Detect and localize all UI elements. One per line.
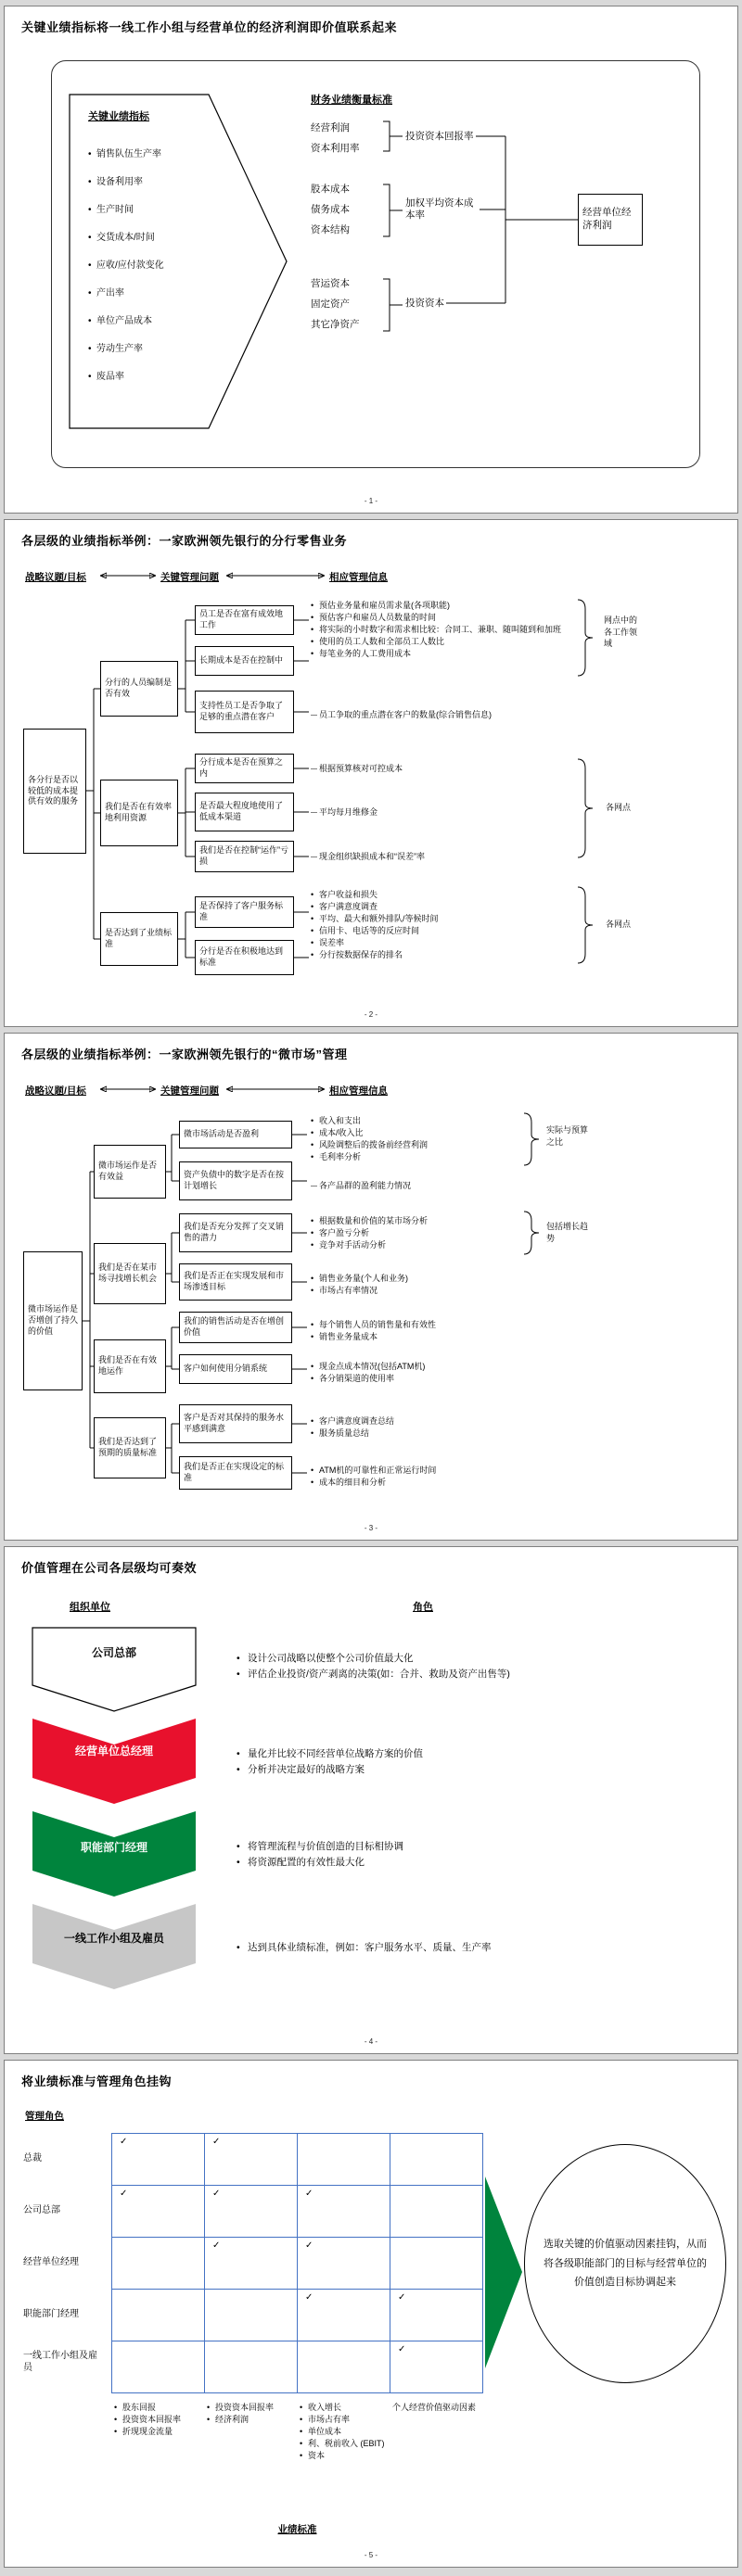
level3-box: 微市场活动是否盈利 xyxy=(179,1121,292,1148)
info-item: • 销售业务量(个人和业务) xyxy=(311,1273,519,1285)
footnote-item: • 市场占有率 xyxy=(300,2414,389,2426)
info-group-sales-effectiveness xyxy=(311,1319,519,1343)
footnote-col-4 xyxy=(392,2402,481,2414)
slide-3 xyxy=(4,1033,738,1541)
info-group-staffing xyxy=(311,600,572,660)
role-item: • 量化并比较不同经营单位战略方案的价值 xyxy=(237,1746,714,1762)
info-item: • 根据数量和价值的某市场分析 xyxy=(311,1215,519,1227)
matrix-cell-checked: ✓ xyxy=(298,2186,390,2238)
brace-label: 各网点 xyxy=(606,920,632,929)
org-level-corporate: 公司总部 xyxy=(91,1646,136,1659)
info-item: • 预估客户和雇员人员数量的时间 xyxy=(311,612,572,624)
info-item: • 销售业务量成本 xyxy=(311,1331,519,1343)
page-number: - 3 - xyxy=(364,1524,378,1532)
info-group-profitability xyxy=(311,1115,519,1163)
finance-group-2 xyxy=(311,179,350,240)
info-item: • 客户收益和损失 xyxy=(311,889,572,901)
level3-box: 长期成本是否在控制中 xyxy=(195,646,294,676)
finance-item: 债务成本 xyxy=(311,204,350,215)
role-item: • 达到具体业绩标准，例如：客户服务水平、质量、生产率 xyxy=(237,1940,714,1956)
matrix-cell xyxy=(390,2186,483,2238)
info-item: • 平均、最大和额外排队/等候时间 xyxy=(311,913,572,925)
role-item: • 评估企业投资/资产剥离的决策(如：合并、救助及资产出售等) xyxy=(237,1667,714,1682)
brace-label: 网点中的各工作领域 xyxy=(604,615,638,649)
info-item: • 收入和支出 xyxy=(311,1115,519,1127)
finance-header: 财务业绩衡量标准 xyxy=(311,95,392,106)
matrix-row-label: 经营单位经理 xyxy=(23,2257,79,2267)
level2-box: 我们是否在有效地运作 xyxy=(94,1339,166,1393)
kpi-item: • 应收/应付款变化 xyxy=(88,252,209,280)
role-item: • 分析并决定最好的战略方案 xyxy=(237,1762,714,1778)
footnote-item: • 投资资本回报率 xyxy=(207,2402,296,2414)
footnote-item: • 股东回报 xyxy=(114,2402,203,2414)
matrix-row-label: 总裁 xyxy=(23,2153,42,2164)
info-item: — 根据预算核对可控成本 xyxy=(311,763,572,775)
info-item: • 使用的员工人数和全部员工人数比 xyxy=(311,636,572,648)
kpi-item: • 设备利用率 xyxy=(88,169,209,197)
level2-box: 我们是否达到了预期的质量标准 xyxy=(94,1417,166,1478)
green-arrow-icon xyxy=(485,2176,522,2368)
level3-box: 分行是否在积极地达到标准 xyxy=(195,940,294,975)
slide-1 xyxy=(4,6,738,514)
chevron-corporate-shape xyxy=(32,1628,196,1711)
slide-4 xyxy=(4,1546,738,2054)
info-item: • 将实际的小时数字和需求相比较：合同工、兼职、随叫随到和加班 xyxy=(311,624,572,636)
roles-functional xyxy=(237,1839,714,1871)
footnote-item: • 资本 xyxy=(300,2450,389,2462)
info-item: • 信用卡、电话等的反应时间 xyxy=(311,925,572,937)
matrix-cell-checked: ✓ xyxy=(390,2290,483,2341)
finance-item: 固定资产 xyxy=(311,298,350,310)
level3-box: 客户如何使用分销系统 xyxy=(179,1354,292,1384)
brace-icon xyxy=(524,1113,539,1165)
footnote-item: • 收入增长 xyxy=(300,2402,389,2414)
page-number: - 2 - xyxy=(364,1010,378,1019)
info-item: • 成本/收入比 xyxy=(311,1127,519,1139)
level3-box: 我们的销售活动是否在增创价值 xyxy=(179,1312,292,1343)
matrix-cell xyxy=(298,2341,390,2393)
roles-corporate xyxy=(237,1651,714,1682)
slide-5-title: 将业绩标准与管理角色挂钩 xyxy=(21,2075,173,2088)
axis-label: 业绩标准 xyxy=(277,2524,317,2535)
info-single-product-groups xyxy=(311,1180,519,1192)
finance-item: 其它净资产 xyxy=(311,319,360,330)
page-number: - 5 - xyxy=(364,2551,378,2559)
finance-item: 股本成本 xyxy=(311,184,350,195)
info-item: — 员工争取的重点潜在客户的数量(综合销售信息) xyxy=(311,709,572,721)
info-item: • 市场占有率情况 xyxy=(311,1285,519,1297)
brace-icon xyxy=(578,887,593,963)
finance-item: 经营利润 xyxy=(311,122,350,133)
matrix-cell-checked: ✓ xyxy=(205,2134,298,2186)
role-item: • 设计公司战略以使整个公司价值最大化 xyxy=(237,1651,714,1667)
chevron-business-unit-shape xyxy=(32,1719,196,1804)
role-item: • 将资源配置的有效性最大化 xyxy=(237,1855,714,1871)
level3-box: 分行成本是否在预算之内 xyxy=(195,754,294,783)
info-item: • 竞争对手活动分析 xyxy=(311,1239,519,1251)
matrix-cell xyxy=(298,2134,390,2186)
col-header-info: 相应管理信息 xyxy=(329,572,388,583)
col-header-info: 相应管理信息 xyxy=(329,1085,388,1097)
info-group-standards xyxy=(311,1465,519,1489)
finance-group-3 xyxy=(311,273,360,335)
col-header-strategy: 战略议题/目标 xyxy=(25,1085,86,1097)
level3-box: 我们是否正在实现发展和市场渗透目标 xyxy=(179,1263,292,1301)
root-question-box: 微市场运作是否增创了持久的价值 xyxy=(23,1251,83,1390)
role-item: • 将管理流程与价值创造的目标相协调 xyxy=(237,1839,714,1855)
info-group-service xyxy=(311,889,572,961)
level3-box: 客户是否对其保持的服务水平感到满意 xyxy=(179,1404,292,1443)
info-item: • 预估业务量和雇员需求量(各项职能) xyxy=(311,600,572,612)
matrix-row-label: 公司总部 xyxy=(23,2205,60,2215)
info-item: — 现金组织缺损成本和“误差”率 xyxy=(311,851,572,863)
info-item: — 各产品群的盈利能力情况 xyxy=(311,1180,519,1192)
matrix-cell xyxy=(112,2341,205,2393)
matrix-cell-checked: ✓ xyxy=(205,2186,298,2238)
info-item: • 客户盈亏分析 xyxy=(311,1227,519,1239)
info-item: • 分行按数据保存的排名 xyxy=(311,949,572,961)
matrix-cell xyxy=(390,2238,483,2290)
matrix-cell xyxy=(112,2238,205,2290)
info-item: • 现金点成本情况(包括ATM机) xyxy=(311,1361,519,1373)
matrix-cell-checked: ✓ xyxy=(112,2134,205,2186)
level2-box: 我们是否在某市场寻找增长机会 xyxy=(94,1243,166,1304)
kpi-item: • 劳动生产率 xyxy=(88,336,209,363)
org-level-business-unit: 经营单位总经理 xyxy=(74,1745,153,1758)
management-roles-header: 管理角色 xyxy=(25,2111,64,2122)
brace-label: 各网点 xyxy=(606,803,632,812)
footnote-col-3 xyxy=(300,2402,389,2462)
footnote-item: • 投资资本回报率 xyxy=(114,2414,203,2426)
level3-box: 我们是否充分发挥了交叉销售的潜力 xyxy=(179,1213,292,1252)
matrix-row-label: 职能部门经理 xyxy=(23,2309,79,2319)
brace-label: 包括增长趋势 xyxy=(546,1222,589,1243)
footnote-item: • 经济利润 xyxy=(207,2414,296,2426)
kpi-header: 关键业绩指标 xyxy=(88,111,149,122)
info-single-maintenance xyxy=(311,806,572,818)
kpi-item: • 交货成本/时间 xyxy=(88,224,209,252)
info-group-sales-volume xyxy=(311,1273,519,1297)
level3-box: 是否保持了客户服务标准 xyxy=(195,896,294,928)
level2-box: 是否达到了业绩标准 xyxy=(100,912,178,966)
col-header-strategy: 战略议题/目标 xyxy=(25,572,86,583)
info-item: • 客户满意度调查总结 xyxy=(311,1415,519,1428)
kpi-item: • 产出率 xyxy=(88,280,209,308)
matrix-cell-checked: ✓ xyxy=(298,2290,390,2341)
role-header: 角色 xyxy=(413,1602,433,1613)
finance-result-wacc: 加权平均资本成本率 xyxy=(405,197,474,222)
org-level-functional: 职能部门经理 xyxy=(80,1841,147,1854)
level2-box: 分行的人员编制是否有效 xyxy=(100,661,178,717)
kpi-item: • 废品率 xyxy=(88,363,209,391)
brace-icon xyxy=(578,600,593,676)
level3-box: 我们是否正在实现设定的标准 xyxy=(179,1456,292,1490)
footnote-col-2 xyxy=(207,2402,296,2426)
matrix-row-label: 一线工作小组及雇员 xyxy=(23,2351,97,2373)
info-item: • 服务质量总结 xyxy=(311,1428,519,1440)
info-single-budget xyxy=(311,763,572,775)
kpi-item: • 单位产品成本 xyxy=(88,308,209,336)
page-number: - 1 - xyxy=(364,497,378,505)
info-single-prospects xyxy=(311,709,572,721)
finance-group-1 xyxy=(311,118,360,159)
finance-result-roic: 投资资本回报率 xyxy=(405,131,474,142)
matrix-cell xyxy=(205,2341,298,2393)
level3-box: 资产负债中的数字是否在按计划增长 xyxy=(179,1161,292,1200)
economic-profit-box: 经营单位经济利润 xyxy=(578,194,643,246)
matrix-cell-checked: ✓ xyxy=(205,2238,298,2290)
info-item: • 各分销渠道的使用率 xyxy=(311,1373,519,1385)
info-item: • 误差率 xyxy=(311,937,572,949)
slide-2 xyxy=(4,519,738,1027)
root-question-box: 各分行是否以较低的成本提供有效的服务 xyxy=(23,729,86,854)
footnote-item: • 折现现金流量 xyxy=(114,2426,203,2438)
finance-result-capital: 投资资本 xyxy=(405,298,444,309)
info-group-market xyxy=(311,1215,519,1251)
slide-4-title: 价值管理在公司各层级均可奏效 xyxy=(21,1561,198,1575)
kpi-item: • 生产时间 xyxy=(88,197,209,224)
brace-icon xyxy=(524,1212,539,1254)
info-item: • 风险调整后的拨备前经营利润 xyxy=(311,1139,519,1151)
kpi-item: • 销售队伍生产率 xyxy=(88,141,209,169)
roles-front-line xyxy=(237,1940,714,1956)
page-number: - 4 - xyxy=(364,2037,378,2046)
info-single-cash-loss xyxy=(311,851,572,863)
finance-item: 资本利用率 xyxy=(311,143,360,154)
level3-box: 支持性员工是否争取了足够的重点潜在客户 xyxy=(195,691,294,733)
roles-business-unit xyxy=(237,1746,714,1778)
slide-5 xyxy=(4,2060,738,2568)
brace-icon xyxy=(578,759,593,857)
info-item: • 每个销售人员的销售量和有效性 xyxy=(311,1319,519,1331)
brace-label: 实际与预算之比 xyxy=(546,1125,589,1147)
info-item: • 客户满意度调查 xyxy=(311,901,572,913)
level3-box: 员工是否在富有成效地工作 xyxy=(195,605,294,635)
matrix-cell xyxy=(112,2290,205,2341)
level3-box: 是否最大程度地使用了低成本渠道 xyxy=(195,793,294,831)
matrix-cell-checked: ✓ xyxy=(112,2186,205,2238)
callout-ellipse: 选取关键的价值驱动因素挂钩，从而将各级职能部门的目标与经营单位的价值创造目标协调起来 xyxy=(524,2144,726,2383)
org-unit-header: 组织单位 xyxy=(70,1602,110,1613)
info-item: • ATM机的可靠性和正常运行时间 xyxy=(311,1465,519,1477)
footnote-item: 个人经营价值驱动因素 xyxy=(392,2403,477,2412)
info-item: • 毛利率分析 xyxy=(311,1151,519,1163)
matrix-cell-checked: ✓ xyxy=(390,2341,483,2393)
slide-3-title: 各层级的业绩指标举例：一家欧洲领先银行的“微市场”管理 xyxy=(21,1047,348,1061)
info-item: — 平均每月维修金 xyxy=(311,806,572,818)
slide-2-title: 各层级的业绩指标举例：一家欧洲领先银行的分行零售业务 xyxy=(21,534,348,548)
matrix-cell xyxy=(205,2290,298,2341)
footnote-item: • 利、税前收入 (EBIT) xyxy=(300,2438,389,2450)
matrix-cell-checked: ✓ xyxy=(298,2238,390,2290)
matrix-grid xyxy=(111,2133,483,2393)
kpi-list xyxy=(88,141,209,391)
info-item: • 成本的细目和分析 xyxy=(311,1477,519,1489)
info-item: • 每笔业务的人工费用成本 xyxy=(311,648,572,660)
chevron-frontline-shape xyxy=(32,1904,196,1989)
slide-1-title: 关键业绩指标将一线工作小组与经营单位的经济利润即价值联系起来 xyxy=(21,20,398,34)
info-group-satisfaction xyxy=(311,1415,519,1440)
level2-box: 我们是否在有效率地利用资源 xyxy=(100,780,178,846)
matrix-cell xyxy=(390,2134,483,2186)
level2-box: 微市场运作是否有效益 xyxy=(94,1145,166,1199)
finance-item: 资本结构 xyxy=(311,224,350,235)
level3-box: 我们是否在控制“运作”亏损 xyxy=(195,841,294,872)
org-level-front-line: 一线工作小组及雇员 xyxy=(63,1932,164,1945)
finance-item: 营运资本 xyxy=(311,278,350,289)
footnote-item: • 单位成本 xyxy=(300,2426,389,2438)
col-header-questions: 关键管理问题 xyxy=(160,572,219,583)
col-header-questions: 关键管理问题 xyxy=(160,1085,219,1097)
info-group-channels xyxy=(311,1361,519,1385)
footnote-col-1 xyxy=(114,2402,203,2438)
